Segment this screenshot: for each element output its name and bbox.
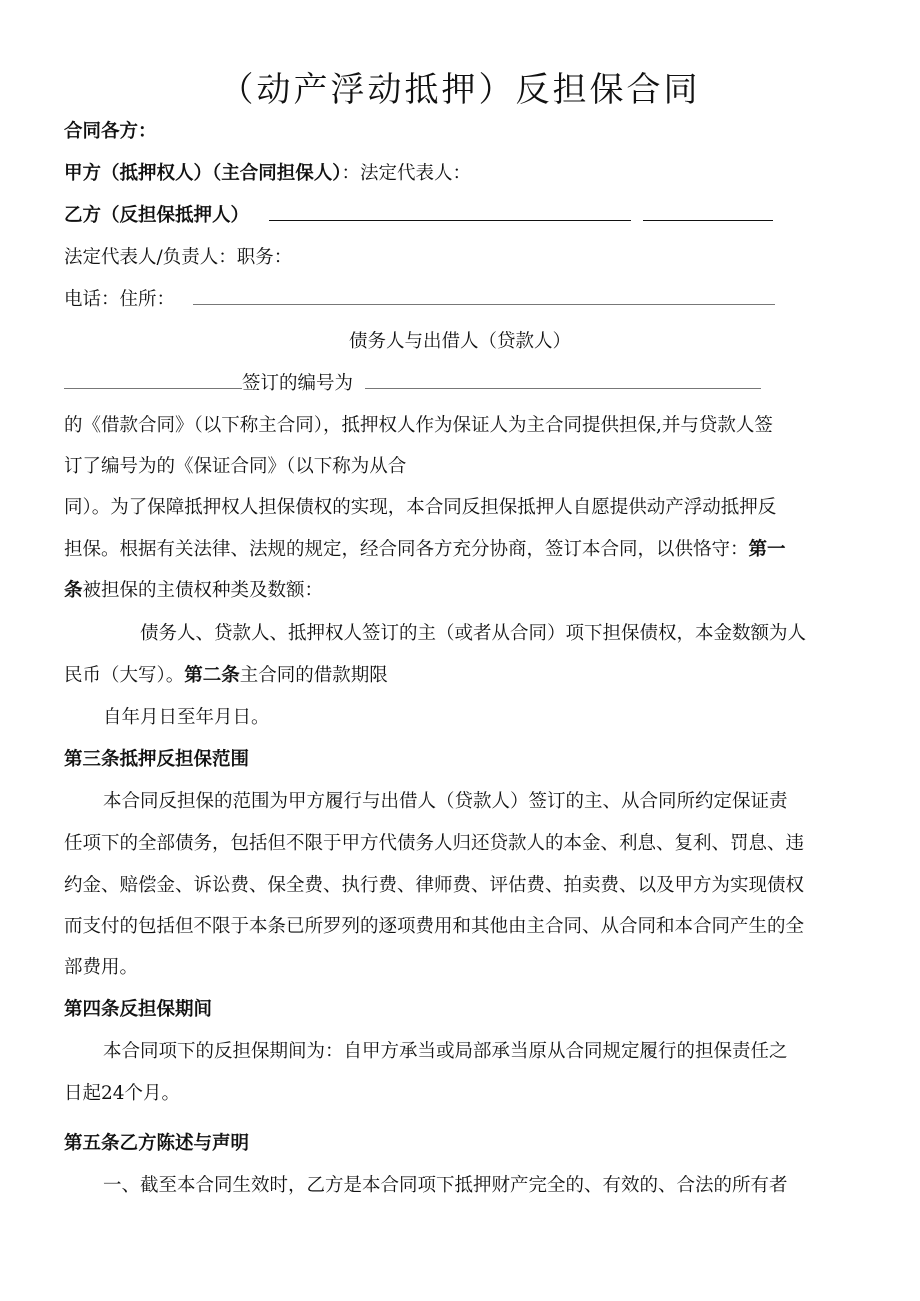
article1-heading-title: 被担保的主债权种类及数额： — [82, 580, 324, 601]
party-a-line — [64, 162, 471, 186]
party-b-line — [64, 204, 773, 228]
article1-heading-end: 条 — [64, 580, 83, 601]
signed-number-label: 签订的编号为 — [242, 373, 354, 394]
document-title: （动产浮动抵押）反担保合同 — [219, 70, 701, 110]
article3-line4: 而支付的包括但不限于本条已所罗列的逐项费用和其他由主合同、从合同和本合同产生的全 — [64, 916, 805, 937]
article3-line3: 约金、赔偿金、诉讼费、保全费、执行费、律师费、评估费、拍卖费、以及甲方为实现债权 — [64, 875, 805, 896]
number-blank — [365, 372, 761, 389]
article5-line1: 一、截至本合同生效时，乙方是本合同项下抵押财产完全的、有效的、合法的所有者 — [103, 1175, 788, 1196]
rep-line: 法定代表人/负责人：职务： — [64, 247, 293, 268]
article3-line1: 本合同反担保的范围为甲方履行与出借人（贷款人）签订的主、从合同所约定保证责 — [103, 791, 788, 812]
article3-heading: 第三条抵押反担保范围 — [64, 749, 250, 770]
article3-line5: 部费用。 — [64, 957, 139, 978]
article1-line2-text: 民币（大写）。 — [64, 665, 185, 686]
debtor-lender-line: 债务人与出借人（贷款人） — [348, 331, 571, 352]
para1-line3: 同）。为了保障抵押权人担保债权的实现，本合同反担保抵押人自愿提供动产浮动抵押反 — [64, 497, 777, 518]
article2-title: 主合同的借款期限 — [239, 665, 388, 686]
signed-blank-1 — [64, 372, 242, 389]
article4-line1: 本合同项下的反担保期间为：自甲方承当或局部承当原从合同规定履行的担保责任之 — [103, 1041, 788, 1062]
party-a-tail: ：法定代表人： — [341, 163, 472, 184]
address-blank — [193, 288, 775, 305]
phone-address-label: 电话：住所： — [64, 289, 176, 310]
article4-heading: 第四条反担保期间 — [64, 999, 213, 1020]
phone-address-line — [64, 288, 775, 312]
party-b-blank — [269, 204, 631, 221]
article1-line2 — [64, 664, 388, 688]
para1-line1: 的《借款合同》（以下称主合同），抵押权人作为保证人为主合同提供担保,并与贷款人签 — [64, 415, 773, 436]
party-b-blank-2 — [643, 204, 773, 221]
article2-heading: 第二条 — [184, 665, 240, 686]
para1-line2: 订了编号为的《保证合同》（以下称为从合 — [64, 456, 407, 477]
article1-heading-start: 第一 — [748, 539, 786, 560]
para1-line4-text: 担保。根据有关法律、法规的规定，经合同各方充分协商，签订本合同，以供恪守： — [64, 539, 749, 560]
article5-heading: 第五条乙方陈述与声明 — [64, 1133, 250, 1154]
para1-line5 — [64, 579, 323, 603]
signed-number-line — [64, 372, 761, 396]
article4-line2: 日起24个月。 — [64, 1083, 181, 1104]
parties-heading: 合同各方： — [64, 121, 157, 142]
party-b-label: 乙方（反担保抵押人） — [64, 205, 250, 226]
party-a-label: 甲方（抵押权人）（主合同担保人） — [64, 163, 342, 184]
para1-line4 — [64, 538, 786, 562]
article3-line2: 任项下的全部债务，包括但不限于甲方代债务人归还贷款人的本金、利息、复利、罚息、违 — [64, 833, 805, 854]
article2-body: 自年月日至年月日。 — [103, 707, 270, 728]
article1-line1: 债务人、贷款人、抵押权人签订的主（或者从合同）项下担保债权，本金数额为人 — [140, 623, 807, 644]
